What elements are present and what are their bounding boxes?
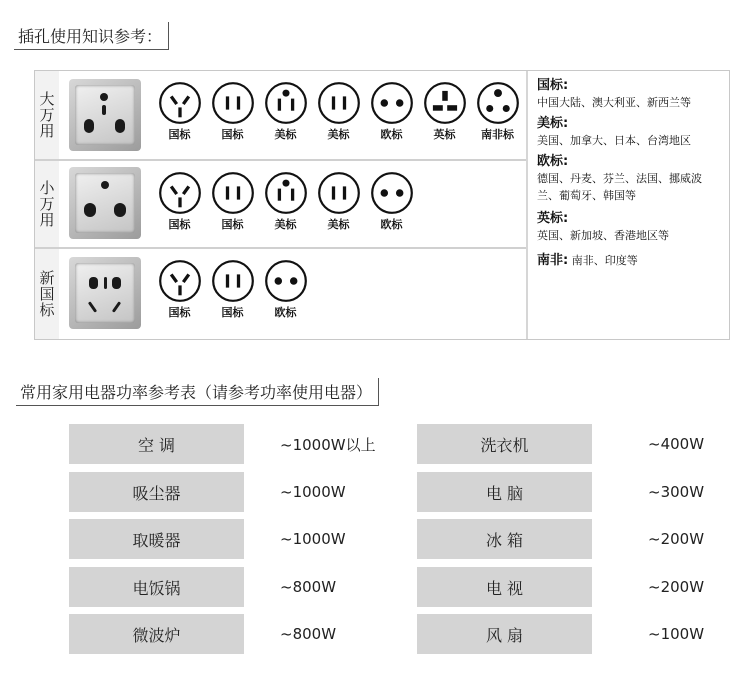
socket-us2-icon [317, 81, 361, 125]
socket-row-new-national [35, 249, 527, 339]
plug-list [153, 171, 418, 232]
appliance-power-value: ~800W [280, 578, 337, 596]
appliance-name-cell: 取暖器 [69, 519, 244, 559]
plug-standard-label: 南非标 [481, 128, 514, 141]
appliance-name-cell: 吸尘器 [69, 472, 244, 512]
row-label: 新国标 [35, 249, 59, 339]
plug-standard-label: 国标 [168, 218, 191, 231]
plug-list [153, 259, 312, 320]
socket-sa-icon [476, 81, 520, 125]
table-divider [526, 71, 528, 339]
plug-gb2 [206, 171, 259, 232]
plug-gb2 [206, 259, 259, 320]
plug-eu [365, 81, 418, 142]
appliance-power-value: ~200W [648, 578, 705, 596]
plug-gb3 [153, 171, 206, 232]
appliance-power-value: ~100W [648, 625, 705, 643]
appliance-power-value: ~1000W [280, 483, 346, 501]
appliance-name-cell: 电 脑 [417, 472, 592, 512]
socket-section-title: 插孔使用知识参考： [14, 22, 169, 50]
new-national-socket-photo [69, 257, 141, 329]
plug-standard-label: 国标 [221, 306, 244, 319]
appliance-name-cell: 空 调 [69, 424, 244, 464]
appliance-name-cell: 洗衣机 [417, 424, 592, 464]
row-label: 小万用 [35, 161, 59, 247]
plug-standard-label: 国标 [168, 128, 191, 141]
socket-gb2-icon [211, 81, 255, 125]
plug-standard-label: 美标 [327, 218, 350, 231]
socket-eu-icon [370, 171, 414, 215]
plug-us3 [259, 81, 312, 142]
plug-list [153, 81, 524, 142]
plug-standard-label: 英标 [433, 128, 456, 141]
plug-us2 [312, 81, 365, 142]
plug-us3 [259, 171, 312, 232]
socket-us3-icon [264, 81, 308, 125]
socket-eu-icon [264, 259, 308, 303]
socket-us2-icon [317, 171, 361, 215]
socket-gb3-icon [158, 259, 202, 303]
appliance-name-cell: 微波炉 [69, 614, 244, 654]
appliance-name-cell: 风 扇 [417, 614, 592, 654]
socket-gb2-icon [211, 171, 255, 215]
universal-socket-large-photo [69, 79, 141, 151]
legend-item: 欧标: 德国、丹麦、芬兰、法国、挪威波兰、葡萄牙、韩国等 [537, 154, 702, 202]
region-legend [537, 77, 723, 273]
plug-standard-label: 美标 [274, 128, 297, 141]
socket-eu-icon [370, 81, 414, 125]
power-section-title: 常用家用电器功率参考表（请参考功率使用电器） [16, 378, 379, 406]
legend-item: 英标: 英国、新加坡、香港地区等 [537, 211, 669, 242]
universal-socket-small-photo [69, 167, 141, 239]
plug-standard-label: 美标 [327, 128, 350, 141]
plug-uk [418, 81, 471, 142]
plug-standard-label: 国标 [168, 306, 191, 319]
appliance-name-cell: 电 视 [417, 567, 592, 607]
socket-gb3-icon [158, 171, 202, 215]
appliance-power-value: ~800W [280, 625, 337, 643]
plug-gb3 [153, 259, 206, 320]
legend-item: 南非: 南非、印度等 [537, 253, 638, 268]
plug-standard-label: 美标 [274, 218, 297, 231]
socket-us3-icon [264, 171, 308, 215]
legend-item: 国标: 中国大陆、澳大利亚、新西兰等 [537, 78, 691, 109]
legend-item: 美标: 美国、加拿大、日本、台湾地区 [537, 116, 691, 147]
appliance-power-value: ~300W [648, 483, 705, 501]
appliance-name-cell: 电饭锅 [69, 567, 244, 607]
plug-eu [259, 259, 312, 320]
plug-standard-label: 欧标 [380, 218, 403, 231]
socket-gb3-icon [158, 81, 202, 125]
appliance-power-value: ~1000W [280, 530, 346, 548]
plug-standard-label: 欧标 [380, 128, 403, 141]
plug-standard-label: 国标 [221, 128, 244, 141]
plug-gb2 [206, 81, 259, 142]
socket-table [34, 70, 730, 340]
appliance-power-value: ~200W [648, 530, 705, 548]
plug-us2 [312, 171, 365, 232]
appliance-name-cell: 冰 箱 [417, 519, 592, 559]
plug-standard-label: 国标 [221, 218, 244, 231]
row-label: 大万用 [35, 71, 59, 159]
socket-row-universal-large [35, 71, 527, 161]
plug-gb3 [153, 81, 206, 142]
appliance-power-value: ~400W [648, 435, 705, 453]
plug-standard-label: 欧标 [274, 306, 297, 319]
socket-gb2-icon [211, 259, 255, 303]
socket-row-universal-small [35, 161, 527, 249]
plug-sa [471, 81, 524, 142]
appliance-power-value: ~1000W以上 [280, 435, 376, 454]
plug-eu [365, 171, 418, 232]
socket-uk-icon [423, 81, 467, 125]
